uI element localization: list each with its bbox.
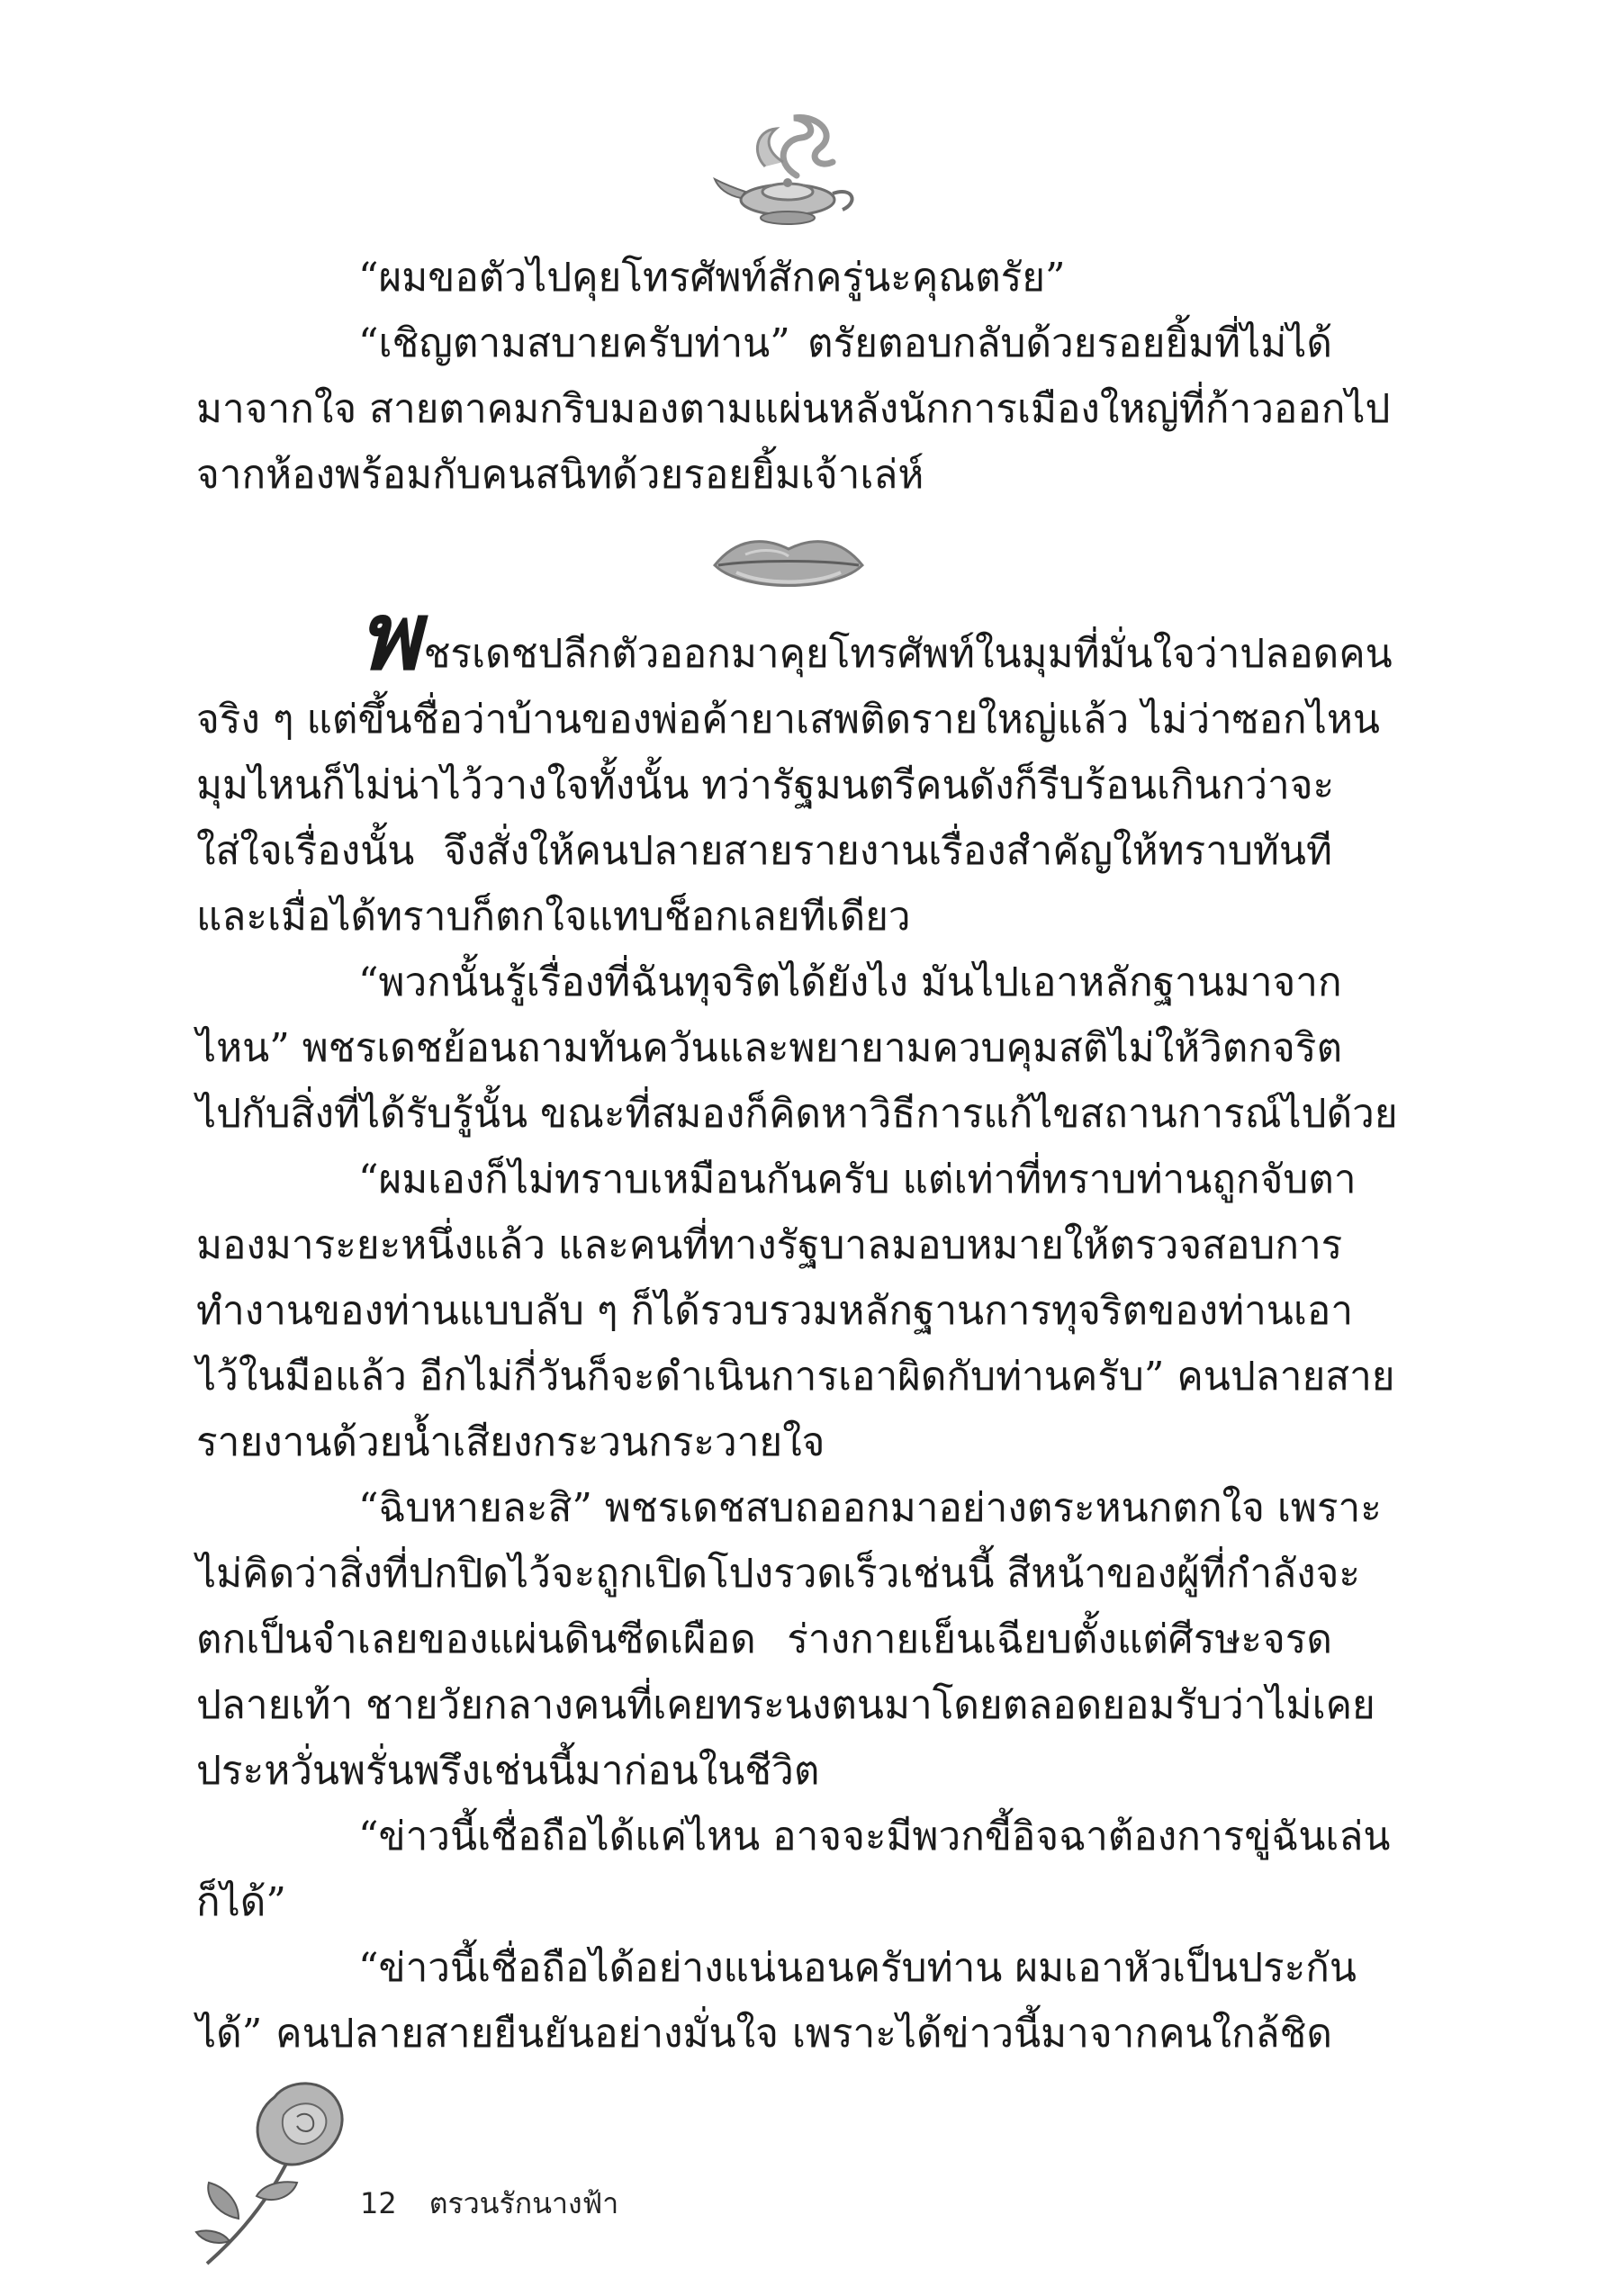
passage-section-2 (196, 581, 1398, 2066)
text-line: ไว้ในมือแล้ว อีกไม่กี่วันก็จะดำเนินการเอาผิดกับท่านครับ” คนปลายสาย (196, 1354, 1395, 1400)
text-line: ประหวั่นพรั่นพรึงเช่นนี้มาก่อนในชีวิต (196, 1748, 820, 1794)
text-line: ใส่ใจเรื่องนั้น จึงสั่งให้คนปลายสายรายงานเรื่องสำคัญให้ทราบทันที (196, 828, 1332, 874)
text-line: ไม่คิดว่าสิ่งที่ปกปิดไว้จะถูกเปิดโปงรวดเร็วเช่นนี้ สีหน้าของผู้ที่กำลังจะ (196, 1551, 1361, 1597)
page-footer (360, 2176, 618, 2230)
page-number: 12 (360, 2186, 397, 2220)
text-line: ปลายเท้า ชายวัยกลางคนที่เคยทระนงตนมาโดยตลอดยอมรับว่าไม่เคย (196, 1682, 1375, 1728)
text-line: “เชิญตามสบายครับท่าน” ตรัยตอบกลับด้วยรอยยิ้มที่ไม่ได้ (358, 320, 1332, 366)
text-line: ก็ได้” (196, 1879, 286, 1925)
text-line: จริง ๆ แต่ขึ้นชื่อว่าบ้านของพ่อค้ายาเสพติดรายใหญ่แล้ว ไม่ว่าซอกไหน (196, 697, 1380, 743)
text-line: มองมาระยะหนึ่งแล้ว และคนที่ทางรัฐบาลมอบหมายให้ตรวจสอบการ (196, 1222, 1343, 1268)
text-line: “ผมขอตัวไปคุยโทรศัพท์สักครู่นะคุณตรัย” (358, 255, 1066, 301)
text-line: ไปกับสิ่งที่ได้รับรู้นั้น ขณะที่สมองก็คิดหาวิธีการแก้ไขสถานการณ์ไปด้วย (196, 1091, 1398, 1137)
text-line: มุมไหนก็ไม่น่าไว้วางใจทั้งนั้น ทว่ารัฐมนตรีคนดังก็รีบร้อนเกินกว่าจะ (196, 762, 1335, 808)
text-line: “ข่าวนี้เชื่อถือได้อย่างแน่นอนครับท่าน ผมเอาหัวเป็นประกัน (358, 1945, 1357, 1991)
rose-icon (189, 2061, 360, 2268)
first-line-text: ชรเดชปลีกตัวออกมาคุยโทรศัพท์ในมุมที่มั่นใจว่าปลอดคน (423, 631, 1393, 677)
drop-cap: พ (358, 581, 420, 691)
text-line: “พวกนั้นรู้เรื่องที่ฉันทุจริตได้ยังไง มันไปเอาหลักฐานมาจาก (358, 959, 1342, 1005)
text-line: รายงานด้วยน้ำเสียงกระวนกระวายใจ (196, 1419, 825, 1465)
text-line: “ข่าวนี้เชื่อถือได้แค่ไหน อาจจะมีพวกขี้อิจฉาต้องการขู่ฉันเล่น (358, 1814, 1391, 1859)
text-line: มาจากใจ สายตาคมกริบมองตามแผ่นหลังนักการเมืองใหญ่ที่ก้าวออกไป (196, 386, 1391, 432)
passage-section-1 (196, 245, 1391, 508)
text-line: “ฉิบหายละสิ” พชรเดชสบถออกมาอย่างตระหนกตกใจ เพราะ (358, 1485, 1382, 1531)
text-line: ทำงานของท่านแบบลับ ๆ ก็ได้รวบรวมหลักฐานการทุจริตของท่านเอา (196, 1288, 1354, 1334)
text-line: “ผมเองก็ไม่ทราบเหมือนกันครับ แต่เท่าที่ทราบท่านถูกจับตา (358, 1157, 1357, 1202)
text-line: จากห้องพร้อมกับคนสนิทด้วยรอยยิ้มเจ้าเล่ห์ (196, 452, 924, 498)
text-line: ไหน” พชรเดชย้อนถามทันควันและพยายามควบคุมสติไม่ให้วิตกจริต (196, 1025, 1343, 1071)
text-line: และเมื่อได้ทราบก็ตกใจแทบช็อกเลยทีเดียว (196, 894, 911, 940)
paragraph-first-line (196, 581, 1393, 691)
text-line: ได้” คนปลายสายยืนยันอย่างมั่นใจ เพราะได้ข่าวนี้มาจากคนใกล้ชิด (196, 2011, 1332, 2057)
text-line: ตกเป็นจำเลยของแผ่นดินซีดเผือด ร่างกายเย็นเฉียบตั้งแต่ศีรษะจรด (196, 1616, 1332, 1662)
genie-lamp-icon (711, 113, 864, 230)
lips-icon (709, 529, 868, 599)
book-title: ตรวนรักนางฟ้า (428, 2186, 619, 2220)
section-2-lines (196, 687, 1398, 2066)
